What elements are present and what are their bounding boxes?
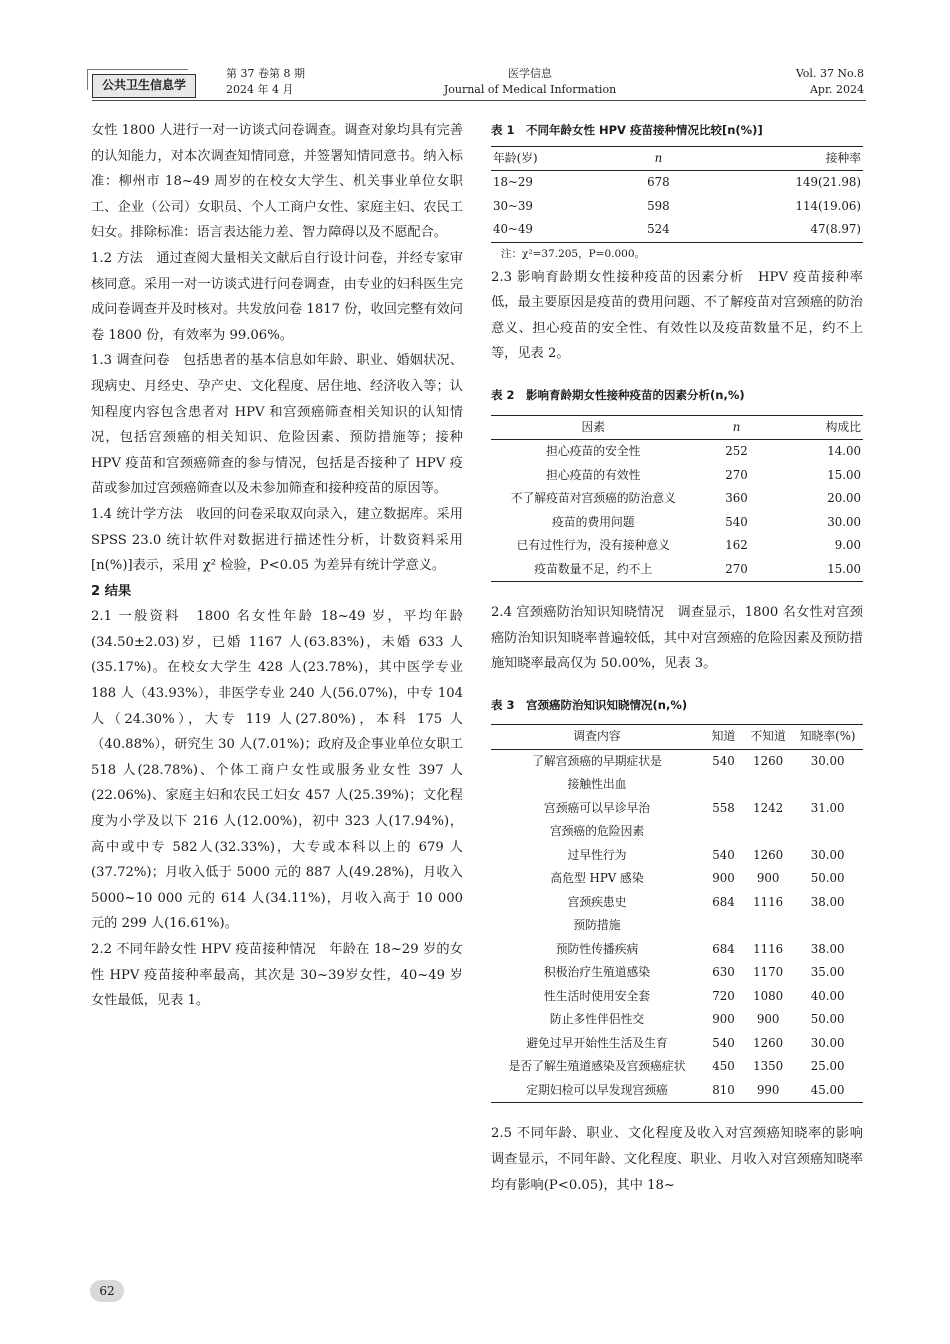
- table-3: [491, 693, 863, 1104]
- table-row: 性生活时使用安全套 720 1080 40.00: [543, 988, 845, 1003]
- table-row: 宫颈癌可以早诊早治 558 1242 31.00: [543, 800, 845, 815]
- date-cn: 2024 年 4 月: [226, 83, 294, 96]
- paragraph-influencing-factors: 2.5 不同年龄、职业、文化程度及收入对宫颈癌知晓率的影响 调查显示，不同年龄、文化程度、职业、月收入对宫颈癌知晓率均有影响(P<0.05)，其中 18~: [491, 1126, 877, 1193]
- table-1: [491, 118, 863, 265]
- table-header-cell: 知晓率(%): [792, 725, 863, 750]
- table-row: 30~39 598 114(19.06): [493, 198, 861, 213]
- left-column: [91, 118, 463, 1014]
- table-header-cell: 调查内容: [491, 725, 703, 750]
- section-heading-results: 2 结果: [91, 583, 132, 599]
- table-3-grid: [491, 724, 863, 1103]
- table-row: 宫颈癌的危险因素: [549, 824, 645, 839]
- journal-title-en: Journal of Medical Information: [443, 83, 617, 96]
- table-row: 了解宫颈癌的早期症状是 540 1260 30.00: [532, 753, 845, 768]
- table-header-cell: 年龄(岁): [491, 146, 603, 171]
- table-row: 避免过早开始性生活及生育 540 1260 30.00: [526, 1035, 845, 1050]
- paragraph-knowledge: 2.4 宫颈癌防治知识知晓情况 调查显示，1800 名女性对宫颈癌防治知识知晓率普遍较低，其中对宫颈癌的危险因素及预防措施知晓率最高仅为 50.00%，见表 3。: [491, 605, 863, 672]
- paragraph-general-info: 2.1 一般资料 1800 名女性年龄 18~49 岁，平均年龄(34.50±2.03)岁，已婚 1167 人(63.83%)，未婚 633 人(35.17%)。在校女大学生 428 人(23.78%)，其中医学专业 188 人（43.93%），非医学专业 240 人(56.07%)，中专 104 人（24.30%），大专 119 人(27.80%)，本科 175 人（40.88%），研究生 30 人(7.01%)；政府及企事业单位女职工 518 人(28.78%)、个体工商户女性或服务业女性 397 人(22.06%)、家庭主妇和农民工妇女 457 人(25.39%)；文化程度为小学及以下 216 人(12.00%)，初中 323 人(17.94%)，高中或中专 582人(32.33%)，大专或本科以上的 679 人(37.72%)；月收入低于 5000 元的 887 人(49.28%)，月收入 5000~10 000 元的 614 人(34.11%)，月收入高于 10 000 元的 299 人(16.61%)。: [91, 609, 463, 932]
- table-header-cell: n: [603, 146, 715, 171]
- table-1-note: 注：χ²=37.205，P=0.000。: [501, 247, 646, 260]
- table-row: 防止多性伴侣性交 900 900 50.00: [549, 1012, 845, 1027]
- table-row: 宫颈疾患史 684 1116 38.00: [567, 894, 845, 909]
- journal-title-cn: 医学信息: [508, 67, 552, 80]
- table-3-caption: 表 3 宫颈癌防治知识知晓情况(n,%): [491, 697, 688, 712]
- table-row: 积极治疗生殖道感染 630 1170 35.00: [543, 965, 845, 980]
- table-row: 担心疫苗的安全性 252 14.00: [546, 444, 861, 459]
- date-en: Apr. 2024: [809, 83, 864, 96]
- table-row: 预防措施: [573, 918, 621, 933]
- table-header-cell: 不知道: [744, 725, 792, 750]
- table-row: 过早性行为 540 1260 30.00: [567, 847, 845, 862]
- table-row: 高危型 HPV 感染 900 900 50.00: [550, 871, 845, 886]
- section-tag: 公共卫生信息学: [92, 74, 196, 98]
- table-header-cell: 接种率: [714, 146, 863, 171]
- page-number: 62: [90, 1280, 124, 1302]
- table-row: 40~49 524 47(8.97): [491, 218, 863, 242]
- table-header-cell: 知道: [703, 725, 744, 750]
- table-header-cell: n: [696, 415, 778, 440]
- header-rule: [92, 100, 866, 101]
- table-row: 接触性出血: [567, 777, 627, 792]
- table-row: 已有过性行为，没有接种意义 162 9.00: [516, 538, 861, 553]
- paragraph-questionnaire: 1.3 调查问卷 包括患者的基本信息如年龄、职业、婚姻状况、现病史、月经史、孕产史、文化程度、居住地、经济收入等；认知程度内容包含患者对 HPV 和宫颈癌筛查相关知识的认知情况，包括宫颈癌的相关知识、危险因素、预防措施等；接种 HPV 疫苗和宫颈癌筛查的参与情况，包括是否接种了 HPV 疫苗或参加过宫颈癌筛查以及未参加筛查和接种疫苗的原因等。: [91, 353, 463, 497]
- paragraph-vaccination-by-age: 2.2 不同年龄女性 HPV 疫苗接种情况 年龄在 18~29 岁的女性 HPV 疫苗接种率最高，其次是 30~39岁女性，40~49 岁女性最低，见表 1。: [91, 942, 463, 1009]
- table-row: 预防性传播疾病 684 1116 38.00: [555, 941, 845, 956]
- paragraph-methods: 1.2 方法 通过查阅大量相关文献后自行设计问卷，并经专家审核同意。采用一对一访谈式进行问卷调查，由专业的妇科医生完成问卷调查并及时核对。共发放问卷 1817 份，收回完整有效问卷 1800 份，有效率为 99.06%。: [91, 250, 463, 343]
- paragraph-factor-analysis: 2.3 影响育龄期女性接种疫苗的因素分析 HPV 疫苗接种率低，最主要原因是疫苗的费用问题、不了解疫苗对宫颈癌的防治意义、担心疫苗的安全性、有效性以及疫苗数量不足，约不上等，见表 2。: [491, 269, 863, 362]
- table-header-cell: 因素: [491, 415, 696, 440]
- table-1-caption: 表 1 不同年龄女性 HPV 疫苗接种情况比较[n(%)]: [491, 123, 763, 137]
- table-row: 疫苗数量不足，约不上 270 15.00: [491, 558, 863, 582]
- table-2-caption: 表 2 影响育龄期女性接种疫苗的因素分析(n,%): [491, 387, 745, 402]
- table-2-grid: [491, 415, 863, 583]
- paragraph-statistics: 1.4 统计学方法 收回的问卷采取双向录入，建立数据库。采用 SPSS 23.0 统计软件对数据进行描述性分析，计数资料采用[n(%)]表示，采用 χ² 检验，P<0.05 为差异有统计学意义。: [91, 506, 463, 574]
- table-row: 担心疫苗的有效性 270 15.00: [546, 467, 861, 482]
- table-row: 定期妇检可以早发现宫颈癌 810 990 45.00: [491, 1079, 863, 1103]
- table-row: 是否了解生殖道感染及宫颈癌症状 450 1350 25.00: [508, 1059, 845, 1074]
- table-2: [491, 383, 863, 582]
- paragraph-subjects: 女性 1800 人进行一对一访谈式问卷调查。调查对象均具有完善的认知能力，对本次调查知情同意，并签署知情同意书。纳入标准：柳州市 18~49 周岁的在校女大学生、机关事业单位女职工、企业（公司）女职员、个人工商户女性、家庭主妇、农民工妇女。排除标准：语言表达能力差、智力障碍以及不愿配合。: [91, 123, 463, 241]
- table-1-grid: [491, 146, 863, 243]
- table-header-cell: 构成比: [777, 415, 863, 440]
- table-row: 疫苗的费用问题 540 30.00: [552, 514, 861, 529]
- right-column: [491, 118, 877, 1198]
- volume-issue-en: Vol. 37 No.8: [795, 67, 864, 80]
- table-row: 不了解疫苗对宫颈癌的防治意义 360 20.00: [510, 491, 861, 506]
- volume-issue-cn: 第 37 卷第 8 期: [226, 67, 305, 80]
- table-row: 18~29 678 149(21.98): [493, 175, 861, 190]
